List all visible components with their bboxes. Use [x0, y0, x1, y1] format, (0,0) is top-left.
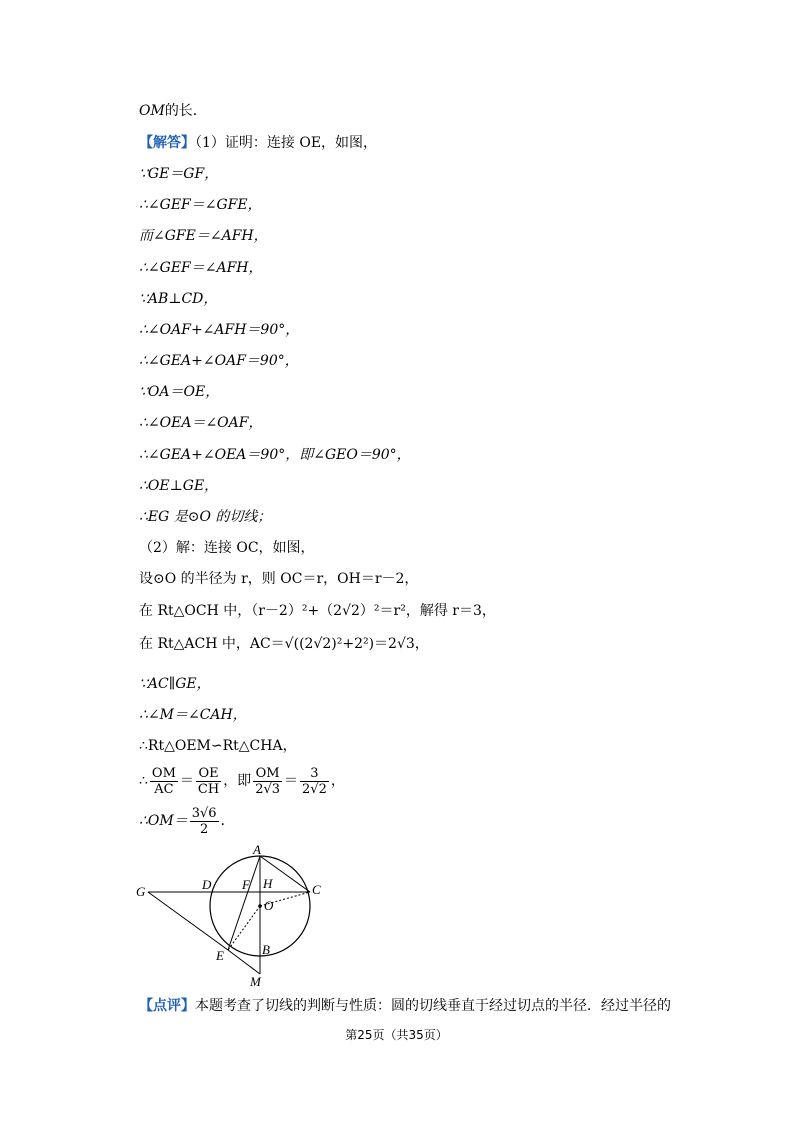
fraction-oe-ch [196, 766, 221, 797]
answer-part1: （1）证明：连接 OE，如图， [195, 135, 378, 151]
proof-line-3: ∴∠GEF＝∠GFE， [139, 197, 262, 213]
fraction-denominator: 2√2 [302, 781, 327, 797]
text-line [139, 101, 207, 121]
proof-line-12: ∴OE⊥GE， [139, 478, 219, 494]
fraction-denominator: CH [197, 781, 220, 797]
segment-ae [228, 856, 260, 950]
fraction-numerator: 3√6 [191, 805, 217, 821]
point-o [258, 904, 262, 908]
label-a: A [253, 842, 261, 857]
fraction-3root6-2 [190, 806, 219, 837]
answer-heading [139, 133, 377, 153]
proof-line-4: 而∠GFE＝∠AFH， [139, 228, 268, 244]
ratio-mid-text: ，即 [223, 773, 252, 789]
fraction-om-ac [150, 766, 178, 797]
proof-line-10: ∴∠OEA＝∠OAF， [139, 415, 263, 431]
comment-line [139, 996, 671, 1016]
page-footer: 第25页（共35页） [345, 1028, 448, 1042]
label-o: O [264, 898, 274, 913]
proof-line-9: ∵OA＝OE， [139, 384, 220, 400]
label-c: C [312, 882, 321, 897]
label-e: E [216, 948, 224, 963]
fraction-denominator: 2√3 [255, 781, 281, 797]
similar-line: ∴Rt△OEM∽Rt△CHA， [139, 738, 297, 754]
fraction-numerator: OE [196, 766, 221, 782]
proof-line-11: ∴∠GEA+∠OEA＝90°，即∠GEO＝90°， [139, 447, 411, 463]
label-m: M [250, 974, 261, 989]
fraction-denominator: AC [154, 781, 174, 797]
fraction-numerator: OM [253, 766, 282, 782]
geometry-figure [130, 840, 340, 990]
equals-sign: ＝ [179, 773, 194, 789]
fraction-numerator: OM [151, 765, 176, 781]
label-b: B [262, 942, 270, 957]
label-f: F [242, 877, 250, 892]
answer-tag: 【解答】 [139, 135, 195, 151]
comment-text: 本题考查了切线的判断与性质：圆的切线垂直于经过切点的半径．经过半径的 [195, 998, 671, 1014]
fraction-denominator: 2 [200, 821, 209, 837]
fraction-om-2root3 [253, 766, 282, 797]
proof-line-6: ∵AB⊥CD， [139, 291, 218, 307]
angle-m-line: ∴∠M＝∠CAH， [139, 707, 247, 723]
proof-line-5: ∴∠GEF＝∠AFH， [139, 260, 263, 276]
radius-line: 设⊙O 的半径为 r，则 OC＝r，OH＝r－2， [139, 571, 419, 587]
label-d: D [202, 877, 212, 892]
segment-oe-dotted [228, 906, 260, 950]
segment-ge [148, 892, 228, 950]
proof-line-8: ∴∠GEA+∠OAF＝90°， [139, 353, 299, 369]
therefore-sign: ∴ [139, 773, 148, 789]
proof-line-7: ∴∠OAF+∠AFH＝90°， [139, 322, 300, 338]
ac-line: 在 Rt△ACH 中，AC＝√((2√2)²+2²)＝2√3， [139, 636, 429, 652]
om-result-end: ． [220, 813, 235, 829]
part2-line: （2）解：连接 OC，如图， [139, 540, 315, 556]
om-result-line [139, 804, 235, 838]
pythagoras-line: 在 Rt△OCH 中，（r－2）²+（2√2）²＝r²，解得 r＝3， [139, 603, 496, 619]
line-0-rest: 的长． [164, 103, 207, 119]
om-var: OM [139, 103, 165, 119]
om-result-prefix: ∴OM＝ [139, 813, 188, 829]
equals-sign: ＝ [284, 773, 299, 789]
fraction-3-2root2 [300, 766, 329, 797]
label-g: G [136, 884, 146, 899]
label-h: H [263, 876, 273, 891]
proof-line-13: ∴EG 是⊙O 的切线； [139, 509, 272, 525]
fraction-numerator: 3 [300, 766, 329, 782]
ratio-line [139, 764, 345, 798]
parallel-line: ∵AC∥GE， [139, 676, 211, 692]
comment-tag: 【点评】 [139, 998, 195, 1014]
ratio-end: ， [330, 773, 345, 789]
proof-line-2: ∵GE＝GF， [139, 166, 219, 182]
